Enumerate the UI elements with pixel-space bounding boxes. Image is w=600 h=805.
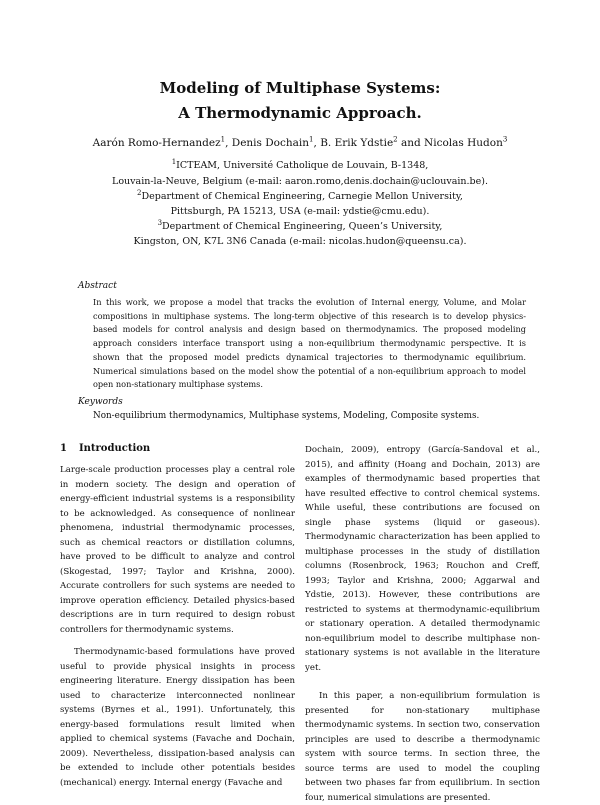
affiliation-line: Pittsburgh, PA 15213, USA (e-mail: ydstie@cmu.edu).	[170, 206, 430, 217]
affiliation-line: $^3$Department of Chemical Engineering, Queen’s University,	[157, 218, 443, 232]
section-heading	[60, 443, 150, 454]
author-list	[0, 137, 600, 149]
section-title: Introduction	[78, 443, 151, 454]
section-number: 1	[60, 443, 67, 454]
affiliation-line: $^2$Department of Chemical Engineering, Carnegie Mellon University,	[137, 188, 463, 202]
author: Aarón Romo-Hernandez$^1$,	[92, 135, 232, 149]
author: B. Erik Ydstie$^2$ and	[320, 135, 425, 149]
paper-title-line1: Modeling of Multiphase Systems:	[159, 79, 441, 97]
right-column	[305, 443, 540, 805]
affiliation-line: Louvain-la-Neuve, Belgium (e-mail: aaron.romo,denis.dochain@uclouvain.be).	[112, 176, 488, 187]
affiliation-line: $^1$ICTEAM, Université Catholique de Louvain, B-1348,	[171, 157, 429, 171]
paragraph: Large-scale production processes play a central role in modern society. The design and operation of energy-efficient industrial systems is a responsibility to be acknowledged. As consequence of nonlinear phenomena, industrial thermodynamic processes, such as chemical reactors or distillation columns, have proved to be difficult to analyze and control (Skogestad, 1997; Taylor and Krishna, 2000). Accurate controllers for such systems are needed to improve operation efficiency. Detailed physics-based descriptions are in turn required to design robust controllers for thermodynamic systems.	[60, 465, 295, 635]
left-column	[60, 463, 295, 790]
affiliation-line: Kingston, ON, K7L 3N6 Canada (e-mail: nicolas.hudon@queensu.ca).	[133, 236, 467, 247]
keywords-heading: Keywords	[78, 397, 123, 407]
abstract-heading: Abstract	[78, 281, 117, 291]
paper-title-line2: A Thermodynamic Approach.	[178, 104, 422, 122]
paragraph: Thermodynamic-based formulations have proved useful to provide physical insights in process engineering literature. Energy dissipation has been used to characterize interconnected nonlinear systems (Byrnes et al., 1991). Unfortunately, this energy-based formulations result limited when applied to chemical systems (Favache and Dochain, 2009). Nevertheless, dissipation-based analysis can be extended to include other potentials besides (mechanical) energy. Internal energy (Favache and	[60, 647, 295, 788]
keywords-body: Non-equilibrium thermodynamics, Multiphase systems, Modeling, Composite systems.	[93, 411, 480, 421]
paragraph: Dochain, 2009), entropy (García-Sandoval et al., 2015), and affinity (Hoang and Dochain, 2013) are examples of thermodynamic based properties that have resulted effective to control chemical systems. While useful, these contributions are focused on single phase systems (liquid or gaseous). Thermodynamic characterization has been applied to multiphase processes in the study of distillation columns (Rosenbrock, 1963; Rouchon and Creff, 1993; Taylor and Krishna, 2000; Aggarwal and Ydstie, 2013). However, these contributions are restricted to systems at thermodynamic-equilibrium or stationary operation. A detailed thermodynamic non-equilibrium model to describe multiphase non-stationary systems is not available in the literature yet.	[305, 445, 540, 673]
abstract-body: In this work, we propose a model that tracks the evolution of Internal energy, Volume, and Molar compositions in multiphase systems. The long-term objective of this research is to develop physics-based models for control analysis and design based on thermodynamics. The proposed modeling approach considers interface transport using a non-equilibrium thermodynamic perspective. It is shown that the proposed model predicts dynamical trajectories to thermodynamic equilibrium. Numerical simulations based on the model show the potential of a non-equilibrium approach to model open non-stationary multiphase systems.	[93, 297, 526, 390]
author: Denis Dochain$^1$,	[231, 135, 321, 149]
paragraph: In this paper, a non-equilibrium formulation is presented for non-stationary multiphase thermodynamic systems. In section two, conservation principles are used to describe a thermodynamic system with source terms. In section three, the source terms are used to model the coupling between two phases far from equilibrium. In section four, numerical simulations are presented.	[305, 691, 540, 803]
author: Nicolas Hudon$^3$	[424, 135, 508, 149]
